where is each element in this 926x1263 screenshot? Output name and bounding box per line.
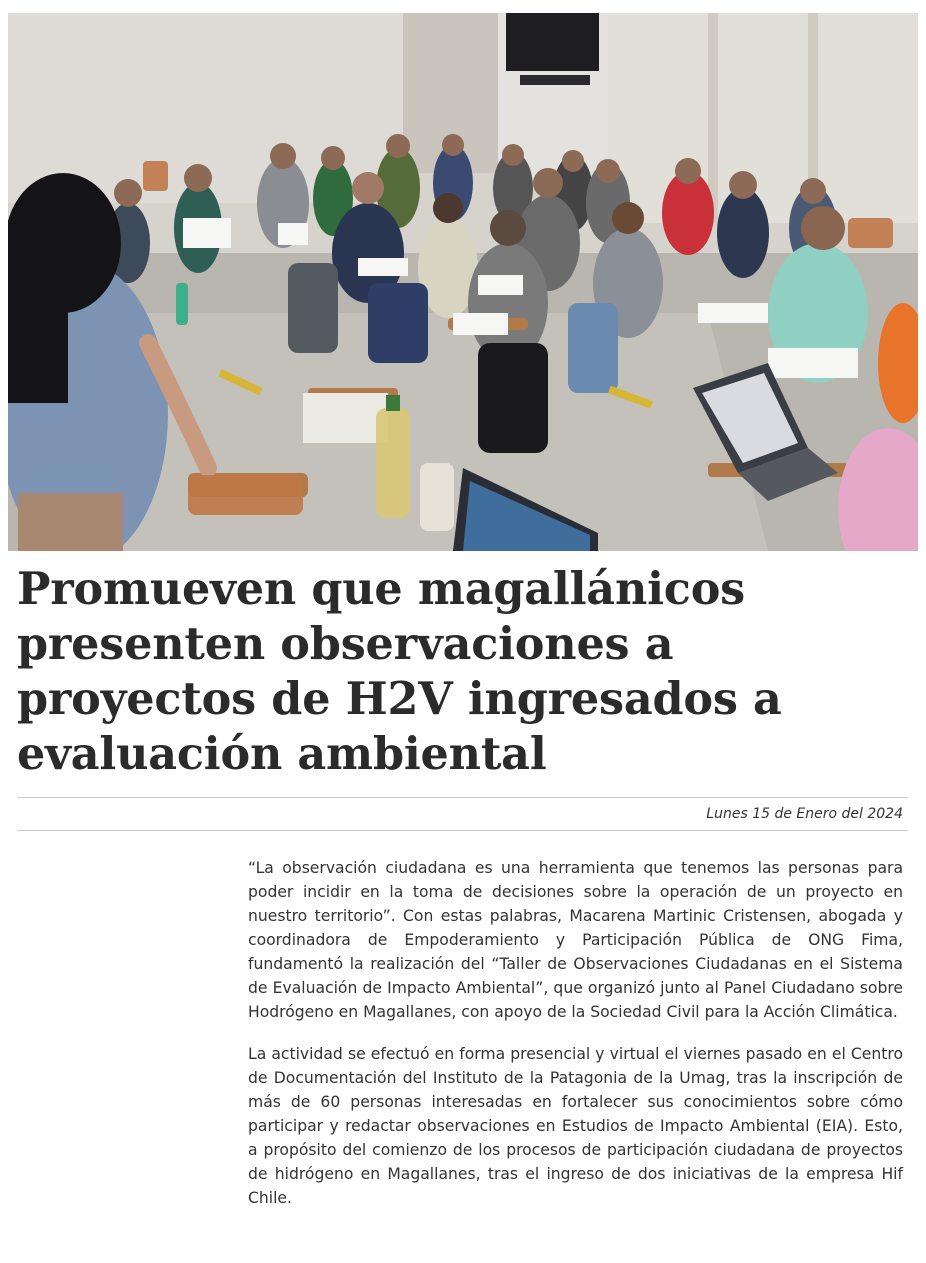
article-paragraph: “La observación ciudadana es una herramienta que tenemos las personas para poder incidir en la toma de decisiones sobre la operación de un proyecto en nuestro territorio”. Con estas palabras, Macarena Martinic Cristensen, abogada y coordinadora de Empoderamiento y Participación Pública de ONG Fima, fundamentó la realización del “Taller de Observaciones Ciudadanas en el Sistema de Evaluación de Impacto Ambiental”, que organizó junto al Panel Ciudadano sobre Hodrógeno en Magallanes, con apoyo de la Sociedad Civil para la Acción Climática. xyxy=(248,859,903,1021)
article-photo xyxy=(8,13,918,551)
article-headline: Promueven que magallánicos presenten observaciones a proyectos de H2V ingresados a evaluación ambiental xyxy=(17,563,782,780)
divider-top xyxy=(17,797,908,798)
article-body xyxy=(248,856,903,1228)
meeting-photo-illustration xyxy=(8,13,918,551)
article-paragraph: La actividad se efectuó en forma presencial y virtual el viernes pasado en el Centro de Documentación del Instituto de la Patagonia de la Umag, tras la inscripción de más de 60 personas interesadas en fortalecer sus conocimientos sobre cómo participar y redactar observaciones en Estudios de Impacto Ambiental (EIA). Esto, a propósito del comienzo de los procesos de participación ciudadana de proyectos de hidrógeno en Magallanes, tras el ingreso de dos iniciativas de la empresa Hif Chile. xyxy=(248,1045,903,1207)
divider-bottom xyxy=(17,830,908,831)
publish-date: Lunes 15 de Enero del 2024 xyxy=(706,806,903,822)
